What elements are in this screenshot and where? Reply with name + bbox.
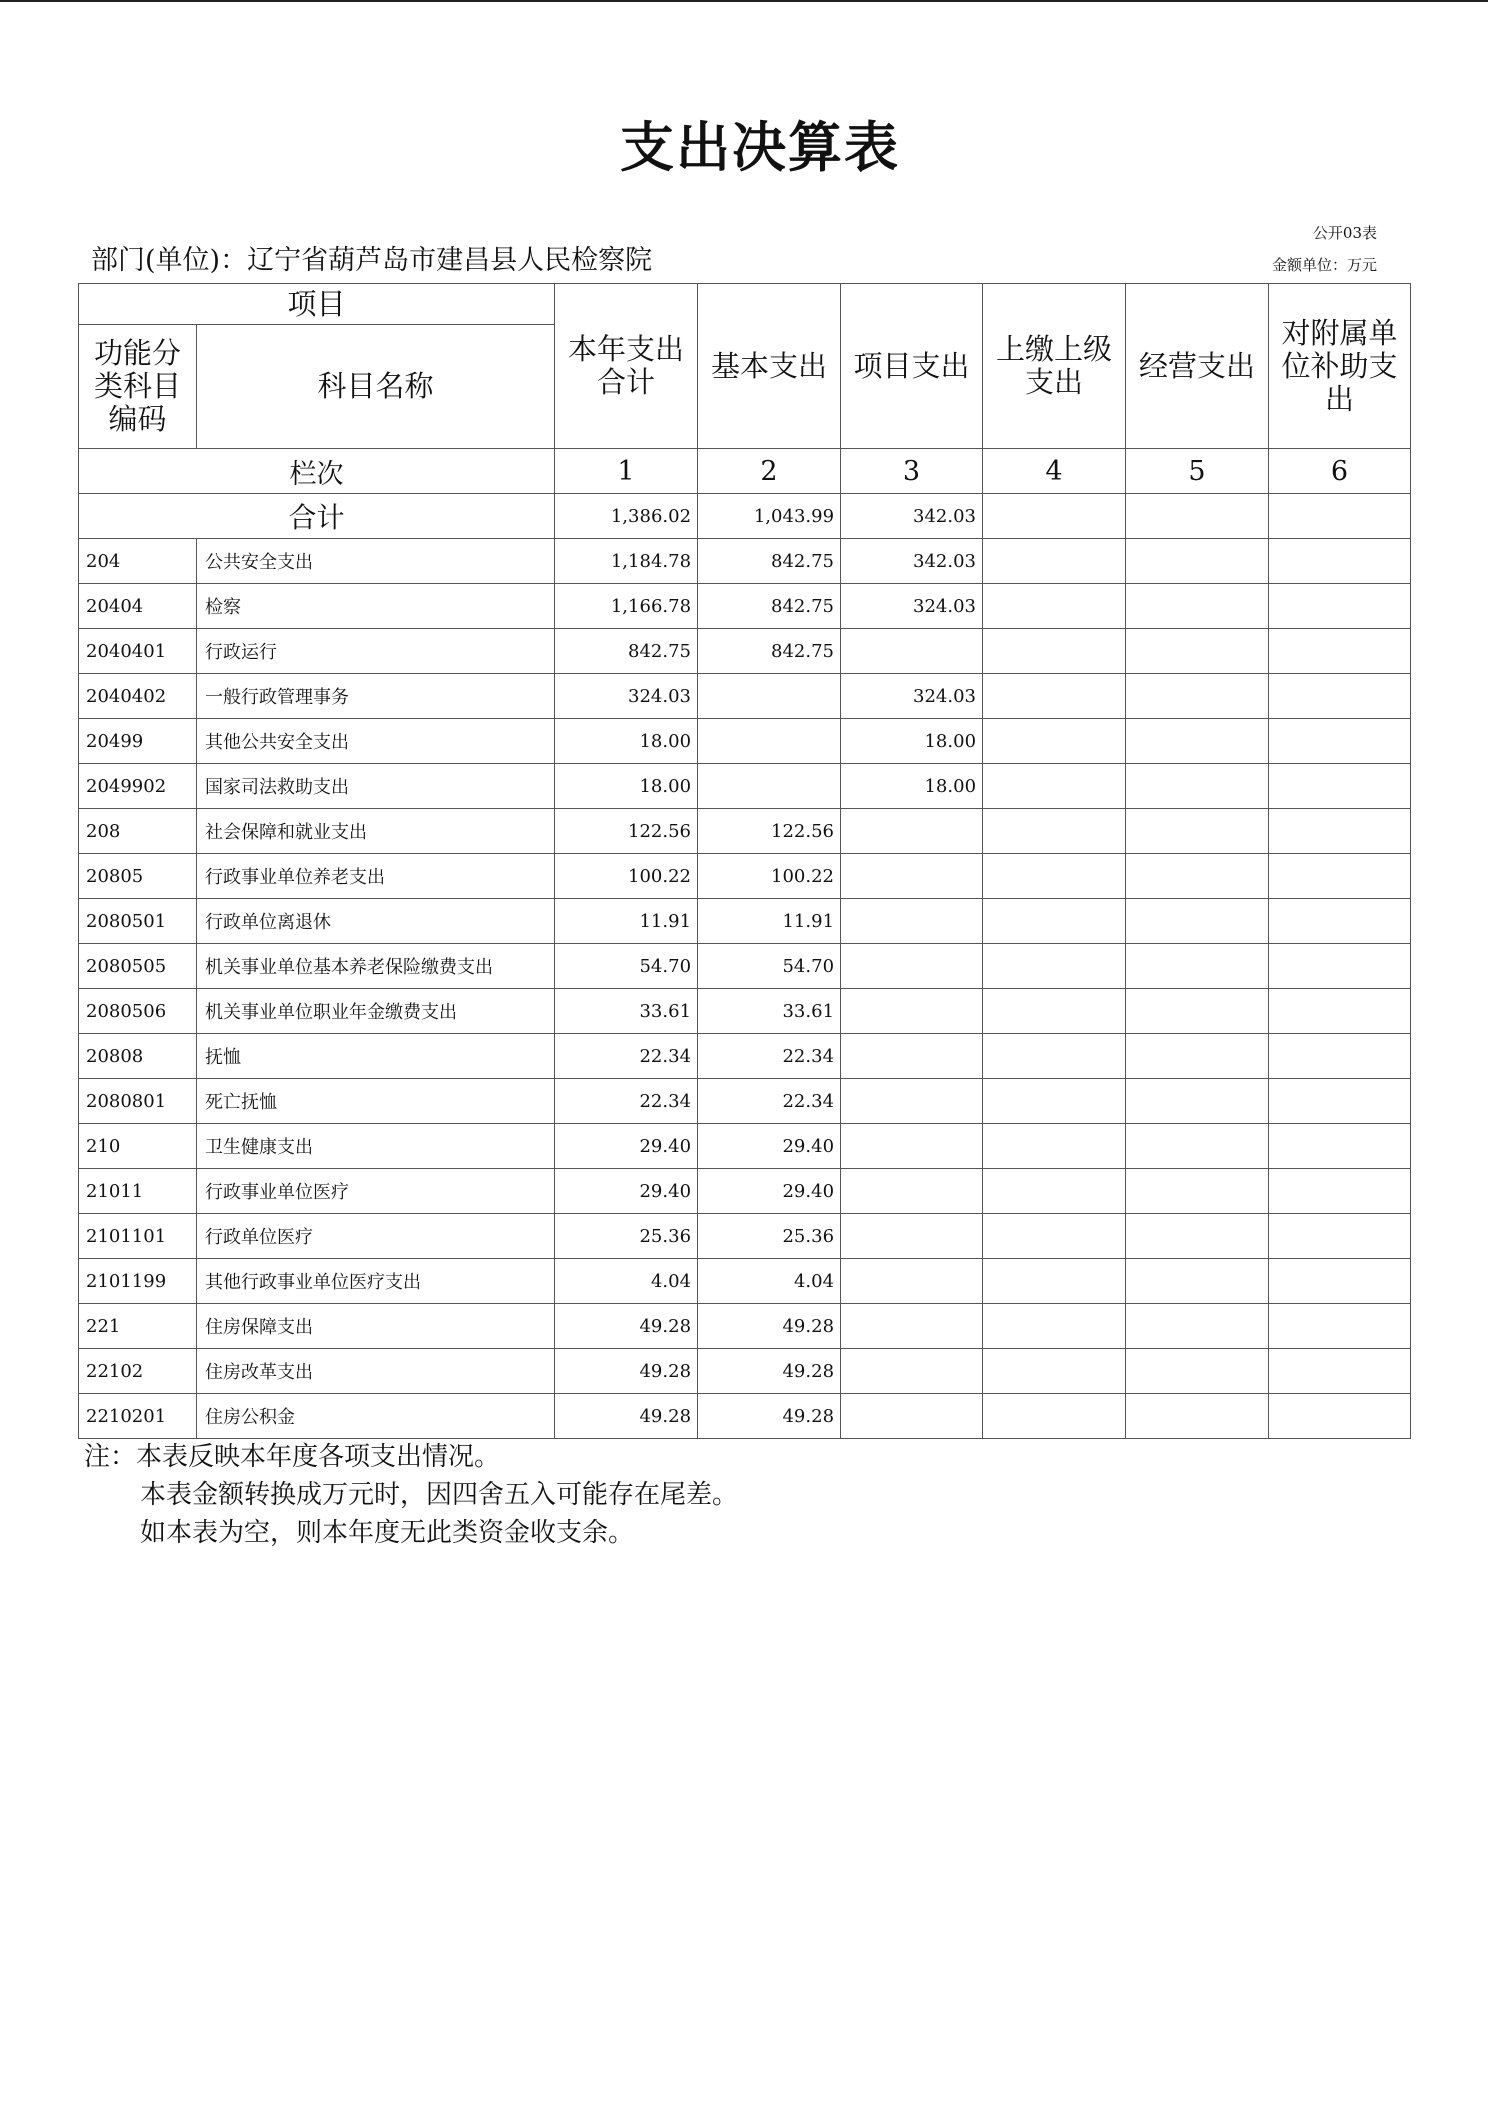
table-row bbox=[79, 674, 1411, 719]
row-value bbox=[1269, 809, 1411, 854]
row-value bbox=[1126, 584, 1269, 629]
table-row bbox=[79, 1079, 1411, 1124]
row-value bbox=[983, 629, 1126, 674]
note-line: 注：本表反映本年度各项支出情况。 bbox=[84, 1442, 501, 1472]
row-value: 49.28 bbox=[555, 1349, 698, 1394]
row-value bbox=[1126, 899, 1269, 944]
row-name: 行政事业单位养老支出 bbox=[197, 854, 555, 899]
row-value bbox=[841, 899, 983, 944]
row-value bbox=[1269, 629, 1411, 674]
row-value: 49.28 bbox=[698, 1349, 841, 1394]
row-value: 11.91 bbox=[698, 899, 841, 944]
row-value: 54.70 bbox=[555, 944, 698, 989]
header-code-line-2: 类科目 bbox=[93, 369, 181, 403]
row-value: 324.03 bbox=[841, 674, 983, 719]
row-value bbox=[1126, 1304, 1269, 1349]
row-code: 2210201 bbox=[79, 1394, 197, 1439]
total-label: 合计 bbox=[79, 494, 555, 539]
data-rows bbox=[79, 539, 1411, 1439]
row-value bbox=[1269, 719, 1411, 764]
table-row bbox=[79, 899, 1411, 944]
row-value bbox=[1126, 1124, 1269, 1169]
row-value: 324.03 bbox=[555, 674, 698, 719]
total-value: 1,386.02 bbox=[555, 494, 698, 539]
row-value bbox=[1126, 809, 1269, 854]
table-row bbox=[79, 989, 1411, 1034]
table-row bbox=[79, 764, 1411, 809]
col-number-5: 5 bbox=[1126, 449, 1269, 494]
row-value bbox=[983, 1214, 1126, 1259]
row-value: 49.28 bbox=[555, 1394, 698, 1439]
row-value: 29.40 bbox=[555, 1124, 698, 1169]
header-col-subsidy bbox=[1269, 284, 1411, 449]
row-value bbox=[841, 1304, 983, 1349]
row-value: 22.34 bbox=[555, 1034, 698, 1079]
row-value: 1,184.78 bbox=[555, 539, 698, 584]
row-value bbox=[1269, 674, 1411, 719]
row-value: 342.03 bbox=[841, 539, 983, 584]
row-value bbox=[1269, 764, 1411, 809]
col-number-1: 1 bbox=[555, 449, 698, 494]
row-code: 2101101 bbox=[79, 1214, 197, 1259]
row-value bbox=[1269, 1394, 1411, 1439]
table-row bbox=[79, 1169, 1411, 1214]
department-label: 部门(单位)：辽宁省葫芦岛市建昌县人民检察院 bbox=[91, 245, 653, 276]
row-value bbox=[1269, 1259, 1411, 1304]
row-code: 2040401 bbox=[79, 629, 197, 674]
table-row bbox=[79, 944, 1411, 989]
row-name: 国家司法救助支出 bbox=[197, 764, 555, 809]
amount-unit: 金额单位：万元 bbox=[1271, 256, 1377, 274]
row-code: 20404 bbox=[79, 584, 197, 629]
row-code: 22102 bbox=[79, 1349, 197, 1394]
row-code: 2049902 bbox=[79, 764, 197, 809]
table-row bbox=[79, 1124, 1411, 1169]
row-name: 机关事业单位基本养老保险缴费支出 bbox=[197, 944, 555, 989]
row-value bbox=[1269, 1304, 1411, 1349]
header-col-project bbox=[841, 284, 983, 449]
row-code: 2080505 bbox=[79, 944, 197, 989]
row-value: 25.36 bbox=[698, 1214, 841, 1259]
row-value: 842.75 bbox=[698, 539, 841, 584]
row-value: 11.91 bbox=[555, 899, 698, 944]
row-value bbox=[698, 674, 841, 719]
row-code: 210 bbox=[79, 1124, 197, 1169]
row-value bbox=[1126, 1169, 1269, 1214]
row-value: 54.70 bbox=[698, 944, 841, 989]
table-row bbox=[79, 584, 1411, 629]
header-col-subsidy-line-2: 位补助支 bbox=[1281, 348, 1398, 383]
row-value bbox=[983, 1124, 1126, 1169]
row-name: 其他行政事业单位医疗支出 bbox=[197, 1259, 555, 1304]
row-value: 18.00 bbox=[841, 764, 983, 809]
header-col-basic-line-1: 基本支出 bbox=[711, 348, 828, 383]
row-name: 公共安全支出 bbox=[197, 539, 555, 584]
row-value: 49.28 bbox=[698, 1394, 841, 1439]
row-value: 18.00 bbox=[555, 764, 698, 809]
row-value: 29.40 bbox=[698, 1169, 841, 1214]
row-value bbox=[983, 899, 1126, 944]
row-value bbox=[1269, 1349, 1411, 1394]
row-code: 20499 bbox=[79, 719, 197, 764]
row-value bbox=[983, 1304, 1126, 1349]
row-name: 机关事业单位职业年金缴费支出 bbox=[197, 989, 555, 1034]
header-code bbox=[79, 325, 197, 449]
page-top-border bbox=[0, 0, 1488, 2]
row-code: 204 bbox=[79, 539, 197, 584]
row-code: 2080506 bbox=[79, 989, 197, 1034]
row-value: 25.36 bbox=[555, 1214, 698, 1259]
row-value bbox=[983, 854, 1126, 899]
row-value: 18.00 bbox=[555, 719, 698, 764]
row-value bbox=[841, 1259, 983, 1304]
table-row bbox=[79, 1214, 1411, 1259]
row-value bbox=[983, 1169, 1126, 1214]
row-code: 2080501 bbox=[79, 899, 197, 944]
table-row bbox=[79, 1304, 1411, 1349]
row-value bbox=[1269, 854, 1411, 899]
row-code: 2040402 bbox=[79, 674, 197, 719]
total-row bbox=[79, 494, 1411, 539]
table-row bbox=[79, 539, 1411, 584]
row-value bbox=[1126, 629, 1269, 674]
row-value bbox=[1126, 1259, 1269, 1304]
row-code: 20808 bbox=[79, 1034, 197, 1079]
row-name: 社会保障和就业支出 bbox=[197, 809, 555, 854]
row-value bbox=[1126, 719, 1269, 764]
row-value bbox=[1126, 539, 1269, 584]
header-col-remit-line-1: 上缴上级 bbox=[996, 332, 1113, 366]
row-value: 29.40 bbox=[698, 1124, 841, 1169]
row-value bbox=[983, 674, 1126, 719]
row-value: 4.04 bbox=[698, 1259, 841, 1304]
row-name: 住房保障支出 bbox=[197, 1304, 555, 1349]
row-value bbox=[1126, 1349, 1269, 1394]
note-line: 本表金额转换成万元时，因四舍五入可能存在尾差。 bbox=[140, 1480, 739, 1510]
row-value bbox=[841, 854, 983, 899]
row-name: 行政单位离退休 bbox=[197, 899, 555, 944]
row-value bbox=[841, 1079, 983, 1124]
row-code: 21011 bbox=[79, 1169, 197, 1214]
row-value bbox=[1126, 944, 1269, 989]
row-value bbox=[983, 584, 1126, 629]
row-value bbox=[1126, 1394, 1269, 1439]
row-value bbox=[1126, 764, 1269, 809]
row-value bbox=[1269, 539, 1411, 584]
total-value: 1,043.99 bbox=[698, 494, 841, 539]
row-value bbox=[1269, 989, 1411, 1034]
row-value bbox=[841, 629, 983, 674]
total-value bbox=[983, 494, 1126, 539]
row-name: 检察 bbox=[197, 584, 555, 629]
row-value bbox=[1126, 1034, 1269, 1079]
row-value: 122.56 bbox=[555, 809, 698, 854]
total-value bbox=[1126, 494, 1269, 539]
row-value bbox=[1269, 1079, 1411, 1124]
row-value: 842.75 bbox=[698, 629, 841, 674]
row-value: 22.34 bbox=[698, 1079, 841, 1124]
header-item: 项目 bbox=[79, 284, 555, 325]
row-value bbox=[841, 1124, 983, 1169]
row-value bbox=[841, 1349, 983, 1394]
table-row bbox=[79, 719, 1411, 764]
row-value bbox=[841, 1034, 983, 1079]
header-code-line-3: 编码 bbox=[108, 402, 167, 436]
row-value bbox=[841, 1214, 983, 1259]
header-col-total-line-2: 合计 bbox=[597, 365, 656, 399]
row-value: 29.40 bbox=[555, 1169, 698, 1214]
col-number-4: 4 bbox=[983, 449, 1126, 494]
total-value bbox=[1269, 494, 1411, 539]
column-number-row bbox=[79, 449, 1411, 494]
header-col-basic bbox=[698, 284, 841, 449]
note-line: 如本表为空，则本年度无此类资金收支余。 bbox=[140, 1518, 635, 1548]
row-value bbox=[983, 944, 1126, 989]
row-name: 死亡抚恤 bbox=[197, 1079, 555, 1124]
row-name: 抚恤 bbox=[197, 1034, 555, 1079]
row-code: 221 bbox=[79, 1304, 197, 1349]
row-label: 栏次 bbox=[79, 449, 555, 494]
row-value: 100.22 bbox=[698, 854, 841, 899]
row-value bbox=[841, 989, 983, 1034]
row-value bbox=[841, 944, 983, 989]
table-row bbox=[79, 629, 1411, 674]
row-value bbox=[841, 809, 983, 854]
row-value bbox=[1269, 584, 1411, 629]
row-value bbox=[1126, 1214, 1269, 1259]
total-value: 342.03 bbox=[841, 494, 983, 539]
row-name: 行政运行 bbox=[197, 629, 555, 674]
row-value bbox=[983, 1034, 1126, 1079]
header-name: 科目名称 bbox=[197, 325, 555, 449]
header-col-subsidy-line-1: 对附属单 bbox=[1281, 315, 1398, 350]
header-col-operating bbox=[1126, 284, 1269, 449]
header-col-remit bbox=[983, 284, 1126, 449]
row-name: 行政单位医疗 bbox=[197, 1214, 555, 1259]
row-value bbox=[1269, 1124, 1411, 1169]
row-value: 22.34 bbox=[555, 1079, 698, 1124]
row-name: 行政事业单位医疗 bbox=[197, 1169, 555, 1214]
col-number-3: 3 bbox=[841, 449, 983, 494]
row-value bbox=[1126, 1079, 1269, 1124]
row-value: 49.28 bbox=[698, 1304, 841, 1349]
row-value bbox=[983, 1394, 1126, 1439]
row-value bbox=[698, 719, 841, 764]
row-value bbox=[1269, 899, 1411, 944]
expenditure-table bbox=[78, 283, 1411, 1439]
row-name: 住房改革支出 bbox=[197, 1349, 555, 1394]
table-row bbox=[79, 1394, 1411, 1439]
header-col-total bbox=[555, 284, 698, 449]
row-value bbox=[1126, 674, 1269, 719]
row-value bbox=[698, 764, 841, 809]
header-row-1 bbox=[79, 284, 1411, 325]
row-value bbox=[1126, 854, 1269, 899]
table-row bbox=[79, 1259, 1411, 1304]
row-code: 20805 bbox=[79, 854, 197, 899]
row-name: 其他公共安全支出 bbox=[197, 719, 555, 764]
row-name: 卫生健康支出 bbox=[197, 1124, 555, 1169]
row-value: 122.56 bbox=[698, 809, 841, 854]
row-value: 324.03 bbox=[841, 584, 983, 629]
row-value: 33.61 bbox=[555, 989, 698, 1034]
row-value: 33.61 bbox=[698, 989, 841, 1034]
form-number: 公开03表 bbox=[1312, 224, 1377, 242]
header-code-line-1: 功能分 bbox=[93, 336, 181, 370]
row-code: 208 bbox=[79, 809, 197, 854]
row-value: 842.75 bbox=[698, 584, 841, 629]
row-value: 22.34 bbox=[698, 1034, 841, 1079]
row-value bbox=[1269, 1214, 1411, 1259]
header-col-project-line-1: 项目支出 bbox=[853, 348, 970, 383]
row-value bbox=[983, 719, 1126, 764]
table-row bbox=[79, 809, 1411, 854]
row-value bbox=[1269, 944, 1411, 989]
row-value bbox=[983, 1349, 1126, 1394]
col-number-2: 2 bbox=[698, 449, 841, 494]
row-value bbox=[983, 764, 1126, 809]
row-value bbox=[983, 1079, 1126, 1124]
row-code: 2080801 bbox=[79, 1079, 197, 1124]
row-value: 18.00 bbox=[841, 719, 983, 764]
row-value bbox=[983, 809, 1126, 854]
row-value bbox=[1126, 989, 1269, 1034]
table-row bbox=[79, 1034, 1411, 1079]
row-value bbox=[1269, 1169, 1411, 1214]
row-value: 842.75 bbox=[555, 629, 698, 674]
header-col-operating-line-1: 经营支出 bbox=[1139, 348, 1256, 383]
row-name: 住房公积金 bbox=[197, 1394, 555, 1439]
table-row bbox=[79, 854, 1411, 899]
row-value: 4.04 bbox=[555, 1259, 698, 1304]
row-value bbox=[841, 1394, 983, 1439]
header-col-subsidy-line-3: 出 bbox=[1325, 381, 1355, 416]
row-value: 1,166.78 bbox=[555, 584, 698, 629]
row-value bbox=[841, 1169, 983, 1214]
row-value bbox=[983, 539, 1126, 584]
row-value: 49.28 bbox=[555, 1304, 698, 1349]
notes bbox=[84, 1438, 738, 1552]
page-title: 支出决算表 bbox=[620, 116, 900, 179]
header-col-total-line-1: 本年支出 bbox=[568, 332, 685, 366]
table-row bbox=[79, 1349, 1411, 1394]
col-number-6: 6 bbox=[1269, 449, 1411, 494]
row-value bbox=[983, 1259, 1126, 1304]
row-value bbox=[1269, 1034, 1411, 1079]
row-value bbox=[983, 989, 1126, 1034]
row-name: 一般行政管理事务 bbox=[197, 674, 555, 719]
row-code: 2101199 bbox=[79, 1259, 197, 1304]
header-col-remit-line-2: 支出 bbox=[1025, 365, 1084, 399]
row-value: 100.22 bbox=[555, 854, 698, 899]
